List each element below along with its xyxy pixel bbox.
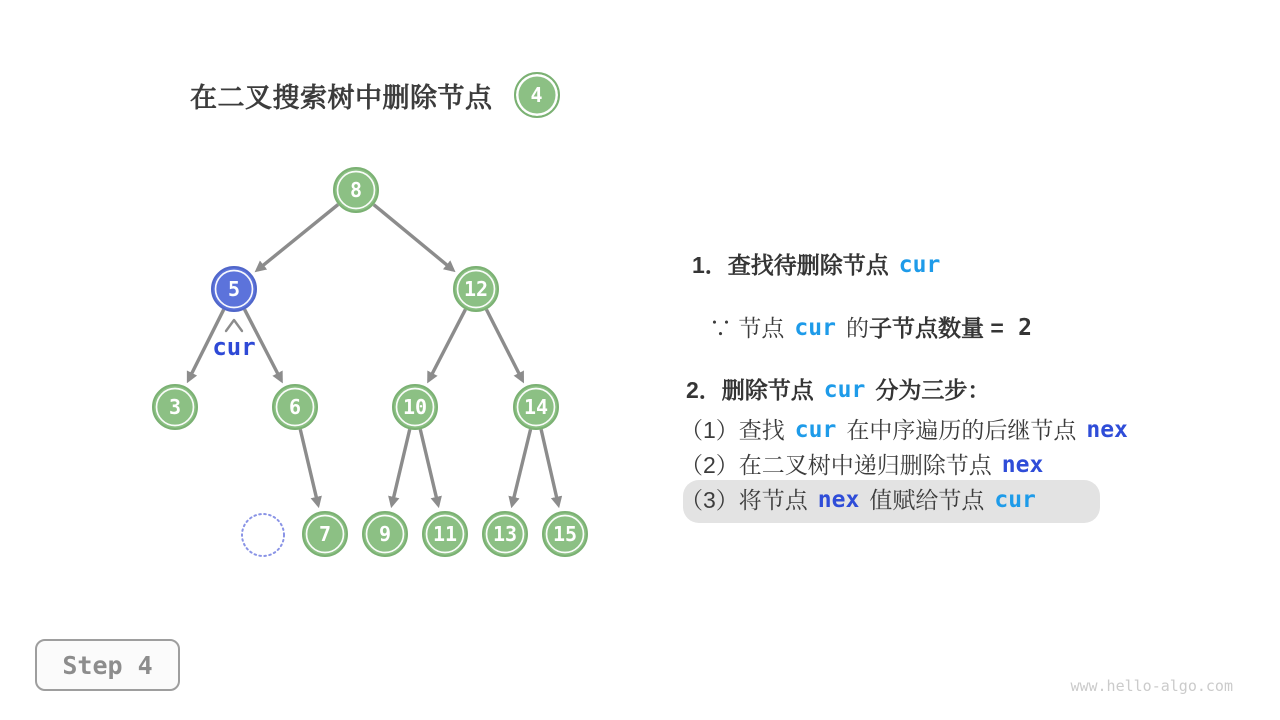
text-segment: （2）在二叉树中递归删除节点 xyxy=(680,452,992,478)
step-indicator-label: Step 4 xyxy=(62,650,153,680)
text-segment: 子节点数量 xyxy=(868,315,984,341)
node-value: 6 xyxy=(288,395,302,419)
explanation-panel xyxy=(680,0,1240,560)
tree-edge-8-5 xyxy=(257,204,338,270)
node-value: 8 xyxy=(349,178,363,202)
text-segment: 分为三步： xyxy=(875,377,991,403)
tree-edge-14-13 xyxy=(512,429,530,505)
text-segment: ∵ 节点 xyxy=(709,315,785,341)
code-token-cur: cur xyxy=(898,252,941,278)
explanation-line-5 xyxy=(680,449,1053,481)
explanation-line-1 xyxy=(692,249,950,281)
node-value: 12 xyxy=(463,277,489,301)
node-value: 14 xyxy=(523,395,549,419)
node-value: 11 xyxy=(432,522,458,546)
tree-node-12 xyxy=(454,267,498,311)
tree-node-7 xyxy=(303,512,347,556)
page-title: 在二叉搜索树中删除节点 xyxy=(190,82,493,113)
explanation-line-6 xyxy=(680,484,1046,516)
code-token-cur: cur xyxy=(823,377,866,403)
tree-node-10 xyxy=(393,385,437,429)
code-token-cur: cur xyxy=(794,417,837,443)
node-value: 15 xyxy=(552,522,578,546)
text-segment: 1．查找待删除节点 xyxy=(692,252,889,278)
node-value: 3 xyxy=(168,395,182,419)
tree-node-8 xyxy=(334,168,378,212)
watermark: www.hello-algo.com xyxy=(1070,677,1233,695)
tree-node-11 xyxy=(423,512,467,556)
text-segment: 2．删除节点 xyxy=(686,377,814,403)
tree-node-15 xyxy=(543,512,587,556)
code-token-nex: nex xyxy=(1086,417,1128,443)
tree-node-5 xyxy=(212,267,256,311)
tree-edge-10-9 xyxy=(392,429,410,504)
tree-edge-10-11 xyxy=(420,429,438,504)
code-token-nex: nex xyxy=(1001,452,1044,478)
code-token-cur: cur xyxy=(794,315,836,341)
text-segment: = xyxy=(983,315,1011,341)
cur-pointer-arrow xyxy=(226,320,242,331)
deleted-node-placeholder xyxy=(242,514,284,556)
text-segment: 2 xyxy=(1018,315,1033,341)
tree-node-14 xyxy=(514,385,558,429)
text-segment: （1）查找 xyxy=(680,417,785,443)
code-token-cur: cur xyxy=(994,487,1036,513)
node-value: 9 xyxy=(378,522,392,546)
node-value: 7 xyxy=(318,522,332,546)
text-segment: 的 xyxy=(845,315,869,341)
step-indicator xyxy=(35,639,180,691)
text-segment: 值赋给节点 xyxy=(869,487,985,513)
tree-edge-6-7 xyxy=(300,429,318,504)
cur-pointer-label: cur xyxy=(212,333,256,361)
code-token-nex: nex xyxy=(817,487,860,513)
node-value: 13 xyxy=(492,522,518,546)
tree-node-9 xyxy=(363,512,407,556)
node-value: 5 xyxy=(227,277,241,301)
explanation-line-4 xyxy=(680,414,1138,446)
tree-node-6 xyxy=(273,385,317,429)
tree-edge-14-15 xyxy=(541,429,558,504)
tree-edge-12-14 xyxy=(486,310,522,381)
text-segment: 在中序遍历的后继节点 xyxy=(846,417,1077,443)
text-segment: （3）将节点 xyxy=(680,487,808,513)
node-value: 10 xyxy=(402,395,428,419)
tree-edge-12-10 xyxy=(429,309,466,380)
tree-node-13 xyxy=(483,512,527,556)
explanation-line-3 xyxy=(686,374,990,406)
tree-edge-8-12 xyxy=(374,205,453,270)
explanation-line-2 xyxy=(709,312,1032,344)
title-count-badge-number: 4 xyxy=(530,83,543,107)
tree-node-3 xyxy=(153,385,197,429)
